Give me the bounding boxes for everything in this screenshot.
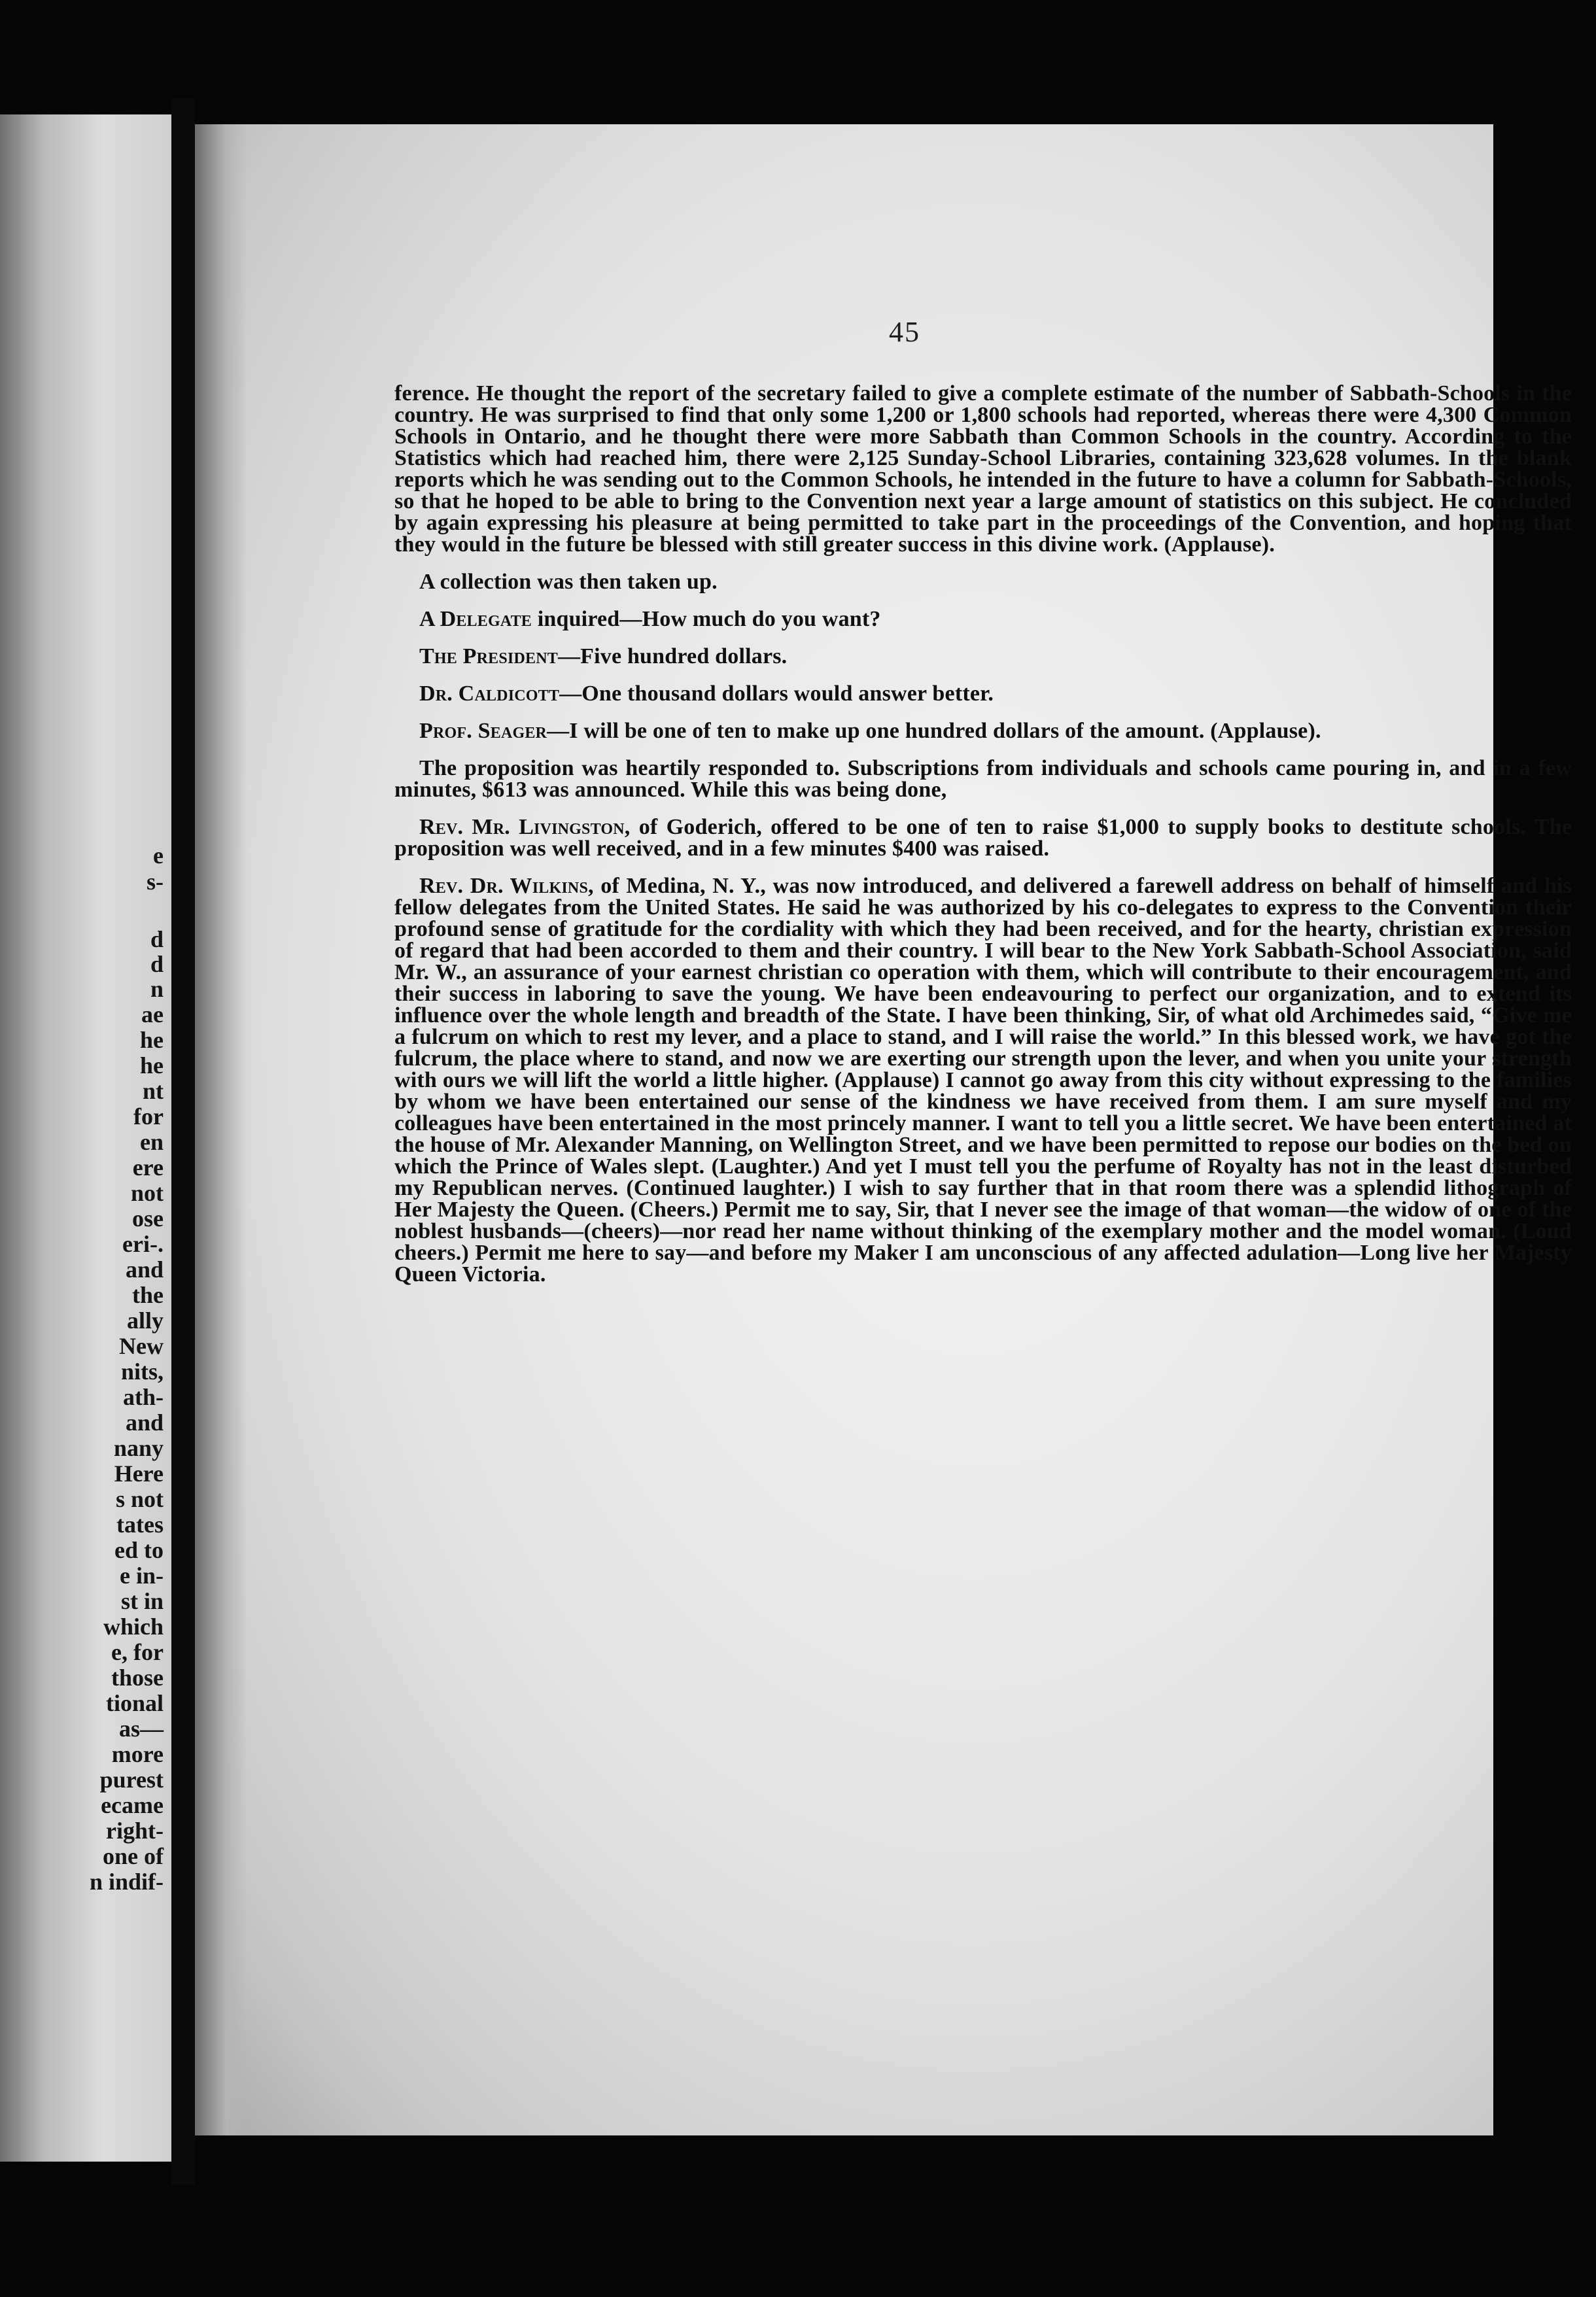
- page-body: [394, 383, 1572, 1285]
- left-page-fragment: s-: [147, 869, 164, 895]
- left-page-fragment: Here: [114, 1460, 164, 1487]
- page-binding-shadow: [195, 124, 247, 2135]
- left-page-fragment: e in-: [120, 1563, 164, 1589]
- left-page-fragment: ecame: [101, 1792, 164, 1818]
- left-page-fragment: nt: [142, 1078, 164, 1104]
- paragraph-text: , of Medina, N. Y., was now introduced, and delivered a farewell address on behalf of himself and his fellow delegates from the United States. He said he was authorized by his co-delegates to express to the Convention their profound sense of gratitude for the cordiality with which they had been received, and for the hearty, christian expression of regard that had been accorded to them and their country. I will bear to the New York Sabbath-School Association, said Mr. W., an assurance of your earnest christian co operation with them, which will contribute to their encouragement, and their success in laboring to save the young. We have been endeavouring to perfect our organization, and to extend its influence over the whole length and breadth of the State. I have been thinking, Sir, of what old Archimedes said, “Give me a fulcrum on which to rest my lever, and a place to stand, and I will raise the world.” In this blessed work, we have got the fulcrum, the place where to stand, and now we are exerting our strength upon the lever, and when you unite your strength with ours we will lift the world a little higher. (Applause) I cannot go away from this city without expressing to the families by whom we have been entertained our sense of the kindness we have received from them. I am sure myself and my colleagues have been entertained in the most princely manner. I want to tell you a little secret. We have been entertained at the house of Mr. Alexander Manning, on Wellington Street, and we have been permitted to repose our bodies on the bed on which the Prince of Wales slept. (Laughter.) And yet I must tell you the perfume of Royalty has not in the least disturbed my Republican nerves. (Continued laughter.) I wish to say further that in that room there was a splendid lithograph of Her Majesty the Queen. (Cheers.) Permit me to say, Sir, that I never see the image of that woman—the widow of one of the noblest husbands—(cheers)—nor read her name without thinking of the exemplary mother and the model woman. (Loud cheers.) Permit me here to say—and before my Maker I am unconscious of any affected adulation—Long live her Majesty Queen Victoria.: [394, 874, 1572, 1287]
- left-page-fragment: he: [140, 1052, 164, 1079]
- paragraph-text: —I will be one of ten to make up one hundred dollars of the amount. (Applause).: [547, 719, 1321, 743]
- left-page-fragment: en: [140, 1129, 164, 1155]
- left-page-fragment: ae: [141, 1001, 164, 1028]
- left-page-fragment: eri-.: [122, 1231, 164, 1257]
- paragraph-collection: [394, 571, 1572, 593]
- left-page-fragment: as—: [118, 1716, 164, 1742]
- left-page-fragment: e: [153, 842, 164, 869]
- left-page-fragment: ose: [132, 1205, 164, 1232]
- left-page-fragment: ed to: [114, 1537, 164, 1563]
- left-page-fragment: st in: [120, 1588, 164, 1614]
- left-page-fragment: New: [119, 1333, 164, 1359]
- left-page-fragment: and: [125, 1409, 164, 1436]
- left-page-fragment: ath-: [123, 1384, 164, 1410]
- left-page-fragment: more: [111, 1741, 164, 1767]
- main-page: [195, 124, 1572, 2135]
- speaker-name: Dr. Caldicott: [419, 682, 560, 706]
- left-page-fragment: which: [103, 1614, 164, 1640]
- speaker-name: Rev. Mr. Livingston: [419, 815, 625, 839]
- left-page-fragment: and: [125, 1256, 164, 1283]
- speaker-name: Rev. Dr. Wilkins: [419, 874, 588, 898]
- paragraph-livingston: [394, 816, 1572, 859]
- left-page-fragment: right-: [106, 1818, 164, 1844]
- paragraph-delegate: [394, 608, 1572, 630]
- page-number: 45: [889, 316, 920, 348]
- left-page-fragment: n: [150, 976, 164, 1002]
- book-gutter: [171, 98, 195, 2185]
- left-page-fragment: the: [132, 1282, 164, 1308]
- paragraph-text: A collection was then taken up.: [419, 570, 718, 594]
- paragraph-text: —Five hundred dollars.: [557, 644, 788, 668]
- paragraph-proposition: [394, 757, 1572, 801]
- left-page-fragment: ally: [126, 1307, 164, 1334]
- paragraph-text: ference. He thought the report of the secretary failed to give a complete estimate of the number of Sabbath-Schools in the country. He was surprised to find that only some 1,200 or 1,800 schools had reported, whereas there were 4,300 Common Schools in Ontario, and he thought there were more Sabbath than Common Schools in the country. According to the Statistics which had reached him, there were 2,125 Sunday-School Libraries, containing 323,628 volumes. In the blank reports which he was sending out to the Common Schools, he intended in the future to have a column for Sabbath-Schools, so that he hoped to be able to bring to the Convention next year a large amount of statistics on this subject. He concluded by again expressing his pleasure at being permitted to take part in the proceedings of the Convention, and hoping that they would in the future be blessed with still greater success in this divine work. (Applause).: [394, 381, 1572, 557]
- left-page-fragment: purest: [99, 1767, 164, 1793]
- speaker-name: A Delegate: [419, 607, 532, 631]
- left-page-fragment: those: [111, 1665, 164, 1691]
- left-page-fragment: tional: [105, 1690, 164, 1716]
- paragraph-caldicott: [394, 683, 1572, 704]
- paragraph-president: [394, 646, 1572, 667]
- left-page-fragment: nits,: [120, 1358, 164, 1385]
- paragraph-seager: [394, 720, 1572, 742]
- left-page-fragment: e, for: [111, 1639, 164, 1665]
- left-page-fragment: tates: [116, 1511, 164, 1538]
- left-page-fragment: d: [150, 926, 164, 952]
- paragraph-text: The proposition was heartily responded to. Subscriptions from individuals and schools came pouring in, and in a few minutes, $613 was announced. While this was being done,: [394, 756, 1572, 802]
- left-page-fragment: nany: [113, 1435, 164, 1461]
- paragraph-text: —One thousand dollars would answer better.: [559, 682, 994, 706]
- left-page-fragment: he: [140, 1027, 164, 1053]
- left-page-fragment: s not: [115, 1486, 164, 1512]
- left-page-fragment: one of: [103, 1843, 164, 1869]
- left-page-fragment: for: [133, 1103, 164, 1130]
- left-page-fragment: ere: [132, 1154, 164, 1181]
- paragraph-text: inquired—How much do you want?: [532, 607, 881, 631]
- paragraph-continued-speech: [394, 383, 1572, 555]
- paragraph-text: , of Goderich, offered to be one of ten to raise $1,000 to supply books to destitute schools. The proposition was well received, and in a few minutes $400 was raised.: [394, 815, 1572, 861]
- left-facing-page: [0, 114, 171, 2162]
- speaker-name: Prof. Seager: [419, 719, 547, 743]
- left-page-fragment: d: [150, 951, 164, 977]
- left-page-fragment: n indif-: [89, 1869, 164, 1895]
- left-page-fragment: not: [130, 1180, 164, 1206]
- paragraph-wilkins: [394, 875, 1572, 1285]
- speaker-name: The President: [419, 644, 558, 668]
